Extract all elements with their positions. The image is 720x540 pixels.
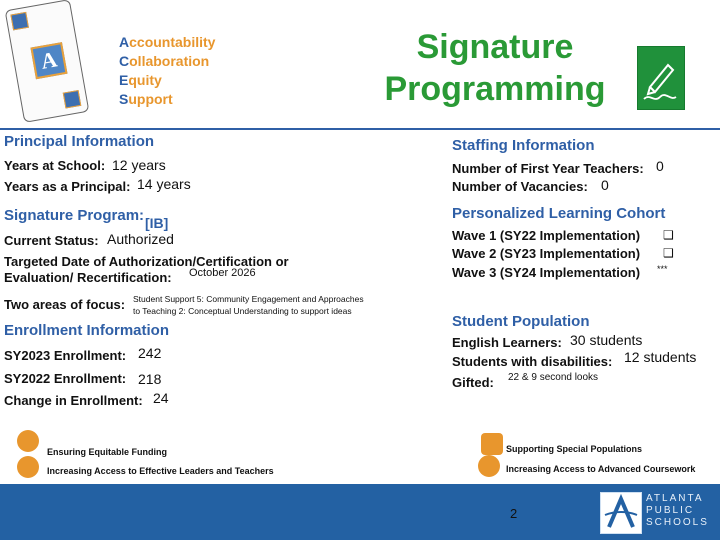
signature-pen-icon [637,46,685,110]
equitable-funding-label: Ensuring Equitable Funding [47,447,167,457]
card-corner-icon [10,12,29,31]
student-population-heading: Student Population [452,313,590,330]
wave2-checkbox: ❑ [663,246,674,260]
first-year-teachers-label: Number of First Year Teachers: [452,161,644,176]
years-as-principal-value: 14 years [137,176,191,192]
staffing-info-heading: Staffing Information [452,137,595,154]
signature-program-heading: Signature Program: [4,207,145,224]
areas-of-focus-value: Student Support 5: Community Engagement and Approaches to Teaching 2: Conceptual Understanding to support ideas [133,294,364,316]
acess-logo-card [5,0,90,123]
areas-of-focus-label: Two areas of focus: [4,297,126,312]
gifted-label: Gifted: [452,375,494,390]
english-learners-label: English Learners: [452,335,562,350]
acronym-line: Equity [119,72,162,88]
current-status-label: Current Status: [4,233,99,248]
sy2022-enrollment-label: SY2022 Enrollment: [4,371,127,386]
gifted-value: 22 & 9 second looks [508,372,599,383]
target-date-value: October 2026 [189,267,256,279]
acronym-line: Accountability [119,34,216,50]
card-corner-icon [63,90,82,109]
cohort-heading: Personalized Learning Cohort [452,205,666,222]
change-enrollment-label: Change in Enrollment: [4,393,143,408]
sy2022-enrollment-value: 218 [138,371,162,387]
swd-label: Students with disabilities: [452,354,613,369]
special-populations-label: Supporting Special Populations [506,444,643,454]
years-as-principal-label: Years as a Principal: [4,179,131,194]
swd-value: 12 students [624,349,697,365]
leaders-teachers-icon [17,456,39,478]
funding-icon [17,430,39,452]
page-number: 2 [510,506,518,521]
change-enrollment-value: 24 [153,390,169,406]
wave2-label: Wave 2 (SY23 Implementation) [452,246,641,261]
acronym-block [119,33,215,109]
first-year-teachers-value: 0 [656,158,664,174]
effective-leaders-label: Increasing Access to Effective Leaders and Teachers [47,466,274,476]
card-center-logo: A [30,42,67,79]
advanced-coursework-label: Increasing Access to Advanced Coursework [506,464,696,474]
wave3-label: Wave 3 (SY24 Implementation) [452,265,641,280]
years-at-school-label: Years at School: [4,158,106,173]
acronym-line: Support [119,91,173,107]
wave1-checkbox: ❑ [663,228,674,242]
vacancies-value: 0 [601,177,609,193]
target-date-label: Targeted Date of Authorization/Certification or Evaluation/ Recertification: [4,254,289,285]
english-learners-value: 30 students [570,332,643,348]
aps-logo-icon [600,492,642,534]
wave3-mark: *** [657,264,668,274]
sy2023-enrollment-value: 242 [138,345,162,361]
advanced-coursework-icon [478,455,500,477]
aps-wordmark: ATLANTA PUBLIC SCHOOLS [646,493,709,528]
page-title: Signature Programming [384,28,606,108]
vacancies-label: Number of Vacancies: [452,179,588,194]
signature-program-value: [IB] [145,215,169,231]
wave1-label: Wave 1 (SY22 Implementation) [452,228,641,243]
years-at-school-value: 12 years [112,157,166,173]
special-populations-icon [481,433,503,455]
acronym-line: Collaboration [119,53,210,69]
current-status-value: Authorized [107,231,174,247]
header-divider [0,128,720,130]
enrollment-info-heading: Enrollment Information [4,322,169,339]
principal-info-heading: Principal Information [4,133,155,150]
sy2023-enrollment-label: SY2023 Enrollment: [4,348,127,363]
